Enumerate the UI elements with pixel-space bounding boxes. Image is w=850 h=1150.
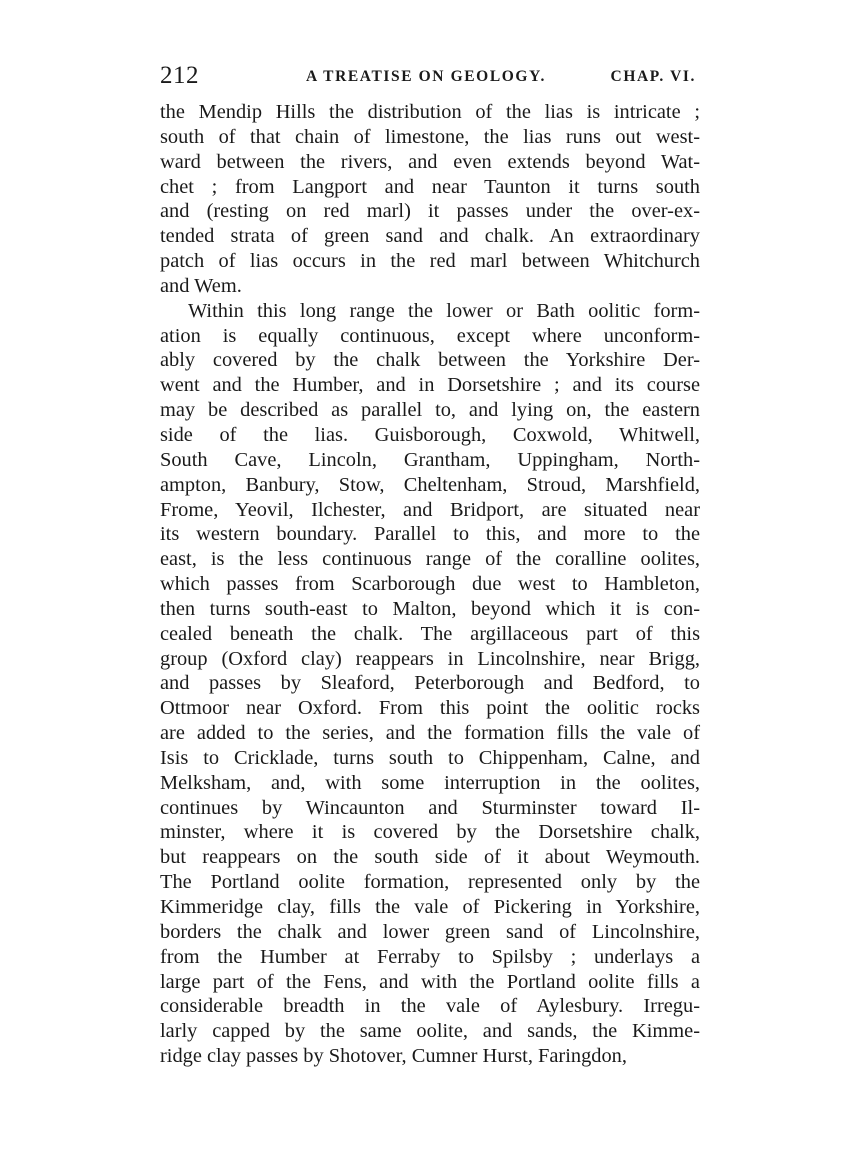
text-line: and (resting on red marl) it passes under the over-ex- (160, 200, 700, 223)
text-line: The Portland oolite formation, represented only by the (160, 871, 700, 894)
text-line: and passes by Sleaford, Peterborough and Bedford, to (160, 672, 700, 695)
text-line: Kimmeridge clay, fills the vale of Pickering in Yorkshire, (160, 896, 700, 918)
text-line: Frome, Yeovil, Ilchester, and Bridport, are situated near (160, 498, 700, 521)
text-line: then turns south-east to Malton, beyond which it is con- (160, 597, 700, 620)
text-line: Isis to Cricklade, turns south to Chippenham, Calne, and (160, 746, 700, 769)
text-line: Within this long range the lower or Bath oolitic form- (188, 299, 700, 322)
text-line: are added to the series, and the formation fills the vale of (160, 722, 700, 745)
text-line: which passes from Scarborough due west to Hambleton, (160, 573, 700, 596)
text-line: went and the Humber, and in Dorsetshire ; and its course (160, 374, 700, 397)
text-line: large part of the Fens, and with the Portland oolite fills a (160, 970, 700, 993)
text-line: South Cave, Lincoln, Grantham, Uppingham, North- (160, 448, 700, 471)
text-line: cealed beneath the chalk. The argillaceous part of this (160, 622, 700, 645)
text-line: side of the lias. Guisborough, Coxwold, Whitwell, (160, 423, 700, 446)
text-line: Melksham, and, with some interruption in the oolites, (160, 771, 700, 794)
text-line: ward between the rivers, and even extends beyond Wat- (160, 150, 700, 173)
text-line: south of that chain of limestone, the lias runs out west- (160, 125, 700, 148)
text-line: larly capped by the same oolite, and sands, the Kimme- (160, 1020, 700, 1043)
text-line: considerable breadth in the vale of Aylesbury. Irregu- (160, 995, 700, 1018)
text-line: and Wem. (160, 274, 242, 297)
text-line: from the Humber at Ferraby to Spilsby ; underlays a (160, 945, 700, 968)
body-text (160, 100, 700, 1069)
text-line: ably covered by the chalk between the Yorkshire Der- (160, 349, 700, 372)
text-line: the Mendip Hills the distribution of the lias is intricate ; (160, 101, 700, 123)
text-line: tended strata of green sand and chalk. An extraordinary (160, 225, 700, 248)
text-line: borders the chalk and lower green sand of Lincolnshire, (160, 920, 700, 943)
book-title: A TREATISE ON GEOLOGY. (306, 68, 546, 85)
text-line: patch of lias occurs in the red marl between Whitchurch (160, 250, 700, 273)
paragraph (160, 299, 700, 1069)
text-line: ampton, Banbury, Stow, Cheltenham, Stroud, Marshfield, (160, 473, 700, 496)
text-line: its western boundary. Parallel to this, and more to the (160, 523, 700, 546)
text-line: group (Oxford clay) reappears in Lincolnshire, near Brigg, (160, 647, 700, 670)
text-line: Ottmoor near Oxford. From this point the oolitic rocks (160, 697, 700, 720)
text-line: east, is the less continuous range of the coralline oolites, (160, 548, 700, 571)
paragraph (160, 100, 700, 299)
text-line: ridge clay passes by Shotover, Cumner Hurst, Faringdon, (160, 1045, 627, 1068)
text-line: continues by Wincaunton and Sturminster toward Il- (160, 796, 700, 819)
text-line: may be described as parallel to, and lying on, the eastern (160, 399, 700, 422)
chapter-label: CHAP. VI. (610, 68, 696, 85)
running-head (160, 62, 698, 92)
text-line: ation is equally continuous, except where unconform- (160, 324, 700, 347)
text-line: but reappears on the south side of it about Weymouth. (160, 846, 700, 869)
page-number: 212 (160, 62, 199, 89)
text-line: minster, where it is covered by the Dorsetshire chalk, (160, 821, 700, 844)
text-line: chet ; from Langport and near Taunton it turns south (160, 175, 700, 198)
